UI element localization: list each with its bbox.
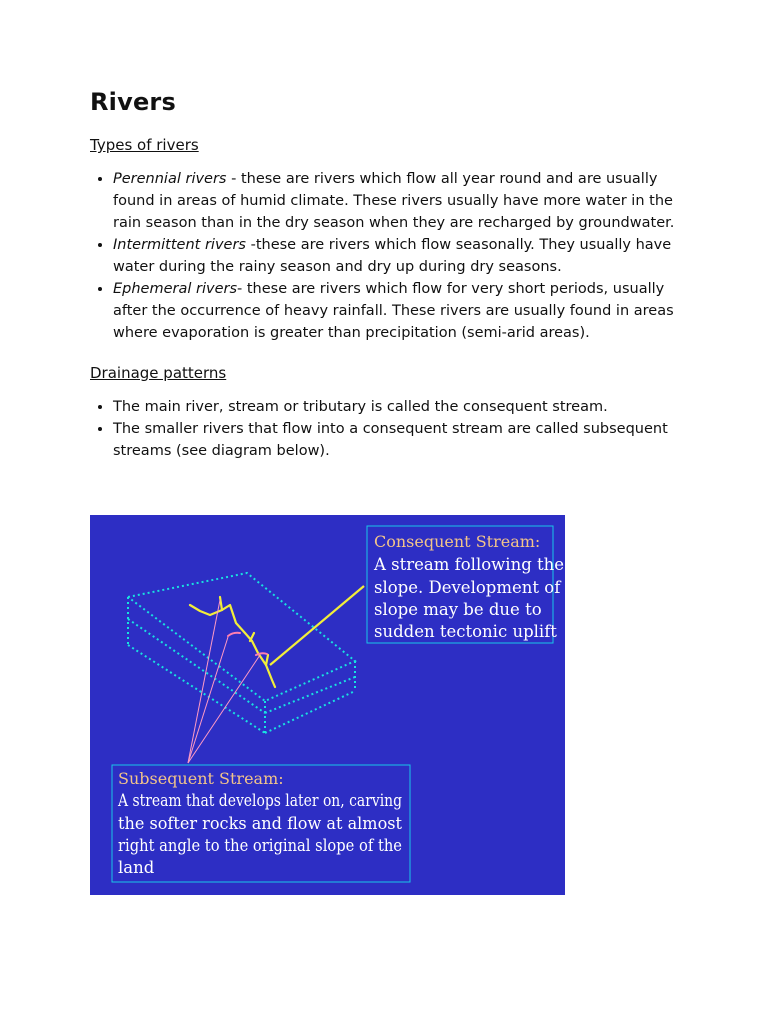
diagram-svg <box>90 515 565 895</box>
term: Perennial rivers <box>113 171 227 187</box>
document-page <box>90 88 690 462</box>
subsequent-line: A stream that develops later on, carving <box>117 791 403 810</box>
consequent-line: A stream following the <box>374 555 565 574</box>
definition: -these are rivers which flow seasonally. They usually have water during the rainy season and dry up during dry seasons. <box>113 237 672 275</box>
definition: - these are rivers which flow for very short periods, usually after the occurrence of heavy rainfall. These rivers are usually found in areas where evaporation is greater than precipitation (semi-arid areas). <box>113 281 674 341</box>
list-text: The main river, stream or tributary is called the consequent stream. <box>113 399 608 415</box>
term: Ephemeral rivers <box>113 281 238 297</box>
drainage-list <box>90 396 690 462</box>
subsequent-line: right angle to the original slope of the <box>118 836 402 855</box>
subsequent-line: the softer rocks and flow at almost <box>118 814 403 833</box>
list-text: The smaller rivers that flow into a consequent stream are called subsequent streams (see diagram below). <box>113 421 668 459</box>
consequent-line: sudden tectonic uplift <box>374 622 557 641</box>
subsequent-title: Subsequent Stream: <box>118 769 284 788</box>
list-item <box>113 418 690 462</box>
types-list <box>90 168 690 344</box>
list-item <box>113 278 690 344</box>
consequent-line: slope. Development of <box>374 578 561 597</box>
section-heading-drainage: Drainage patterns <box>90 364 227 382</box>
consequent-title: Consequent Stream: <box>374 532 541 551</box>
definition: - these are rivers which flow all year round and are usually found in areas of humid climate. These rivers usually have more water in the rain season than in the dry season when they are recharged by groundwater. <box>113 171 675 231</box>
drainage-diagram <box>90 515 565 895</box>
subsequent-line: land <box>118 858 155 877</box>
list-item <box>113 234 690 278</box>
section-heading-types: Types of rivers <box>90 136 199 154</box>
list-item <box>113 396 690 418</box>
page-title: Rivers <box>90 88 176 116</box>
list-item <box>113 168 690 234</box>
term: Intermittent rivers <box>113 237 246 253</box>
consequent-line: slope may be due to <box>374 600 542 619</box>
